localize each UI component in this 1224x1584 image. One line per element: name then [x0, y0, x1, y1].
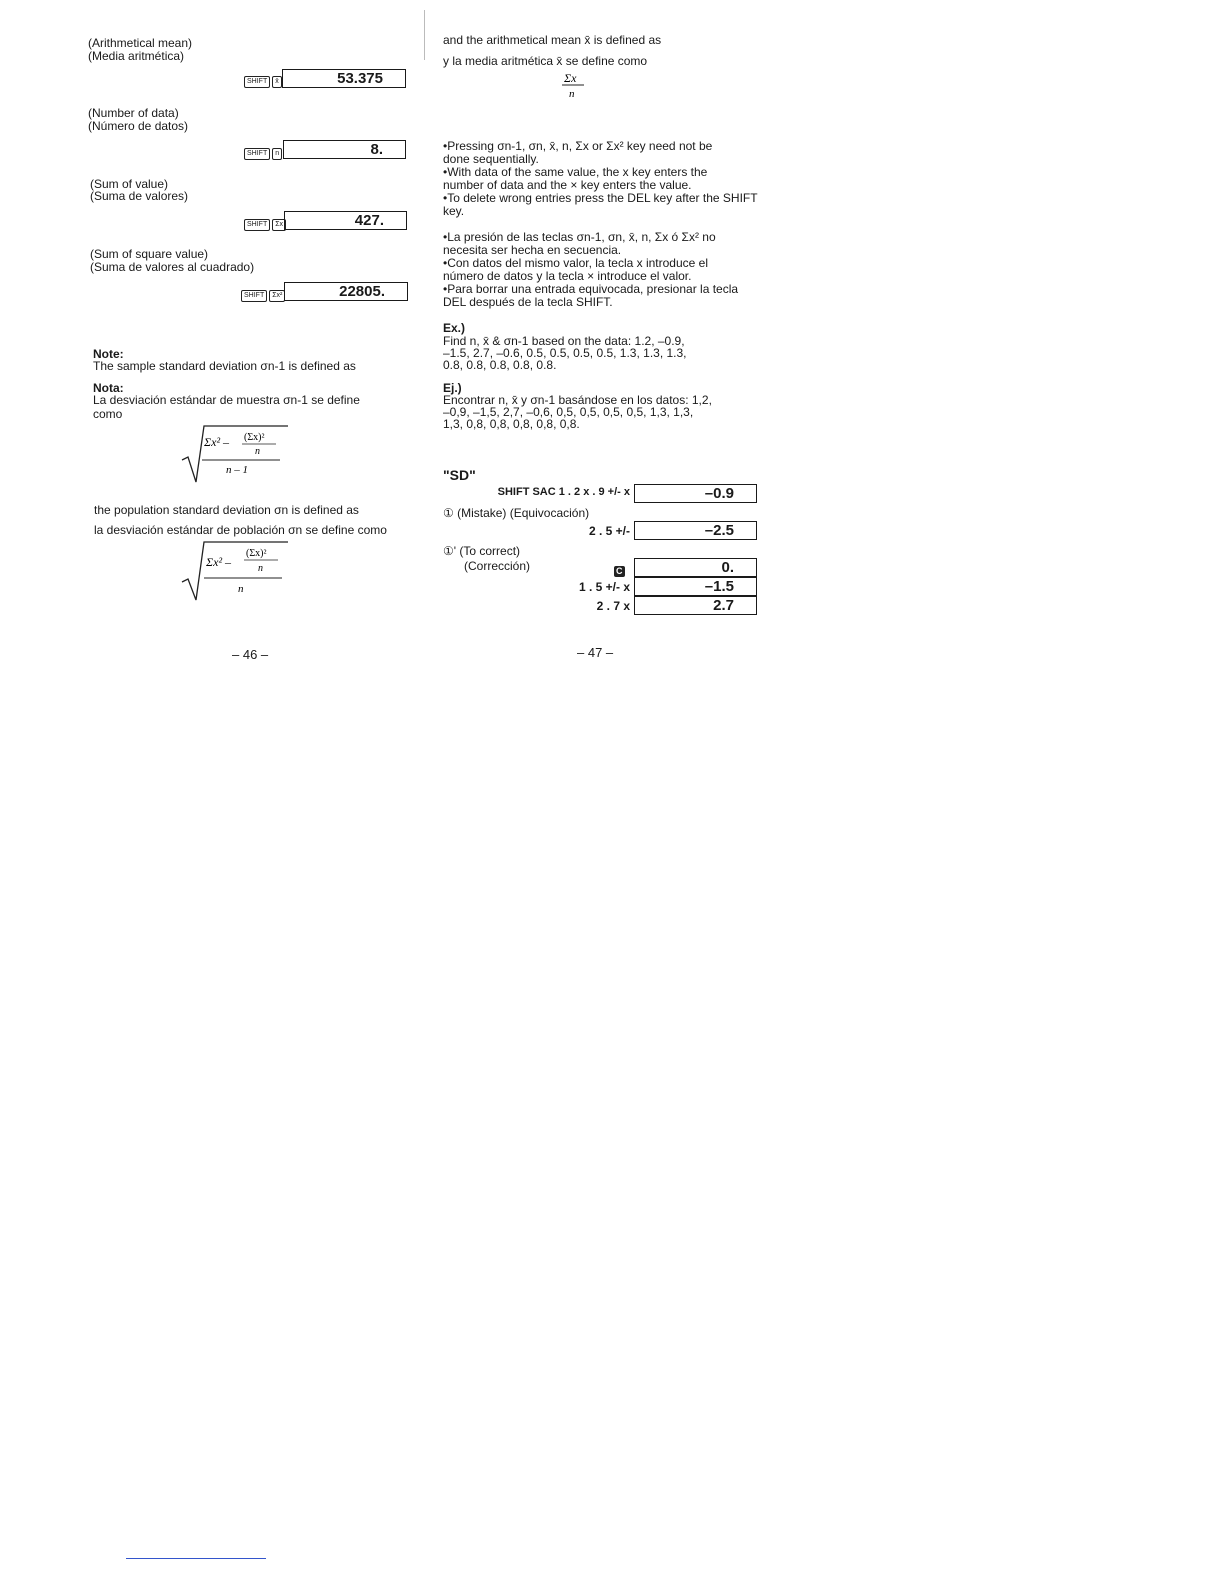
bullet-en-line: •Pressing σn-1, σn, x̄, n, Σx or Σx² key need not be	[443, 139, 713, 153]
result-display-1: –0.9	[634, 484, 757, 503]
correct-label-en: ①' (To correct)	[443, 544, 521, 558]
key-sequence-5: 2 . 7 x	[596, 599, 630, 613]
ej-line: 1,3, 0,8, 0,8, 0,8, 0,8, 0,8.	[443, 417, 580, 431]
bullet-es-line: número de datos y la tecla × introduce el valor.	[443, 269, 692, 283]
n-key: n	[272, 148, 282, 160]
mean-formula	[558, 70, 588, 100]
page-number-46: – 46 –	[232, 647, 269, 662]
sumsq-label-en: (Sum of square value)	[90, 247, 209, 261]
key-sequence-4: 1 . 5 +/- x	[578, 580, 630, 594]
intro-es: y la media aritmética x̄ se define como	[443, 54, 648, 68]
sumsq-key: Σx²	[269, 290, 285, 302]
pop-es: la desviación estándar de población σn se define como	[94, 523, 387, 537]
clear-key-label: C	[616, 566, 623, 577]
nota-line1: La desviación estándar de muestra σn-1 se define	[93, 393, 360, 407]
result-display-5: 2.7	[634, 596, 757, 615]
bullet-en-line: •With data of the same value, the x key enters the	[443, 165, 708, 179]
ej-line: Encontrar n, x̄ y σn-1 basándose en los datos: 1,2,	[443, 393, 712, 407]
mean-label-es: (Media aritmética)	[88, 49, 185, 63]
bullet-en-line: key.	[443, 204, 465, 218]
page-number-47: – 47 –	[577, 645, 614, 660]
count-display: 8.	[283, 140, 406, 159]
sum-keys	[243, 216, 287, 234]
nota-title: Nota:	[93, 381, 124, 395]
key-sequence-1: SHIFT SAC 1 . 2 x . 9 +/- x	[497, 486, 630, 498]
mean-key: x̄	[272, 76, 282, 88]
ej-title: Ej.)	[443, 381, 462, 395]
shift-key: SHIFT	[241, 290, 267, 302]
note-title: Note:	[93, 347, 124, 361]
ex-line: –1.5, 2.7, –0.6, 0.5, 0.5, 0.5, 0.5, 1.3, 1.3, 1.3,	[443, 346, 687, 360]
ej-text	[443, 394, 712, 430]
sumsq-keys	[240, 287, 286, 305]
svg-text:n: n	[255, 446, 260, 457]
bullet-en-line: number of data and the × key enters the value.	[443, 178, 692, 192]
shift-key: SHIFT	[244, 148, 270, 160]
shift-key: SHIFT	[244, 76, 270, 88]
ex-line: Find n, x̄ & σn-1 based on the data: 1.2, –0.9,	[443, 334, 685, 348]
pop-en: the population standard deviation σn is defined as	[94, 503, 359, 517]
sd-mode-label: "SD"	[443, 467, 476, 483]
bullet-es-line: DEL después de la tecla SHIFT.	[443, 295, 613, 309]
nota-line2: como	[93, 407, 123, 421]
mean-keys	[243, 73, 283, 91]
sum-label-es: (Suma de valores)	[90, 189, 189, 203]
result-display-2: –2.5	[634, 521, 757, 540]
sum-label-en: (Sum of value)	[90, 177, 169, 191]
svg-text:(Σx)²: (Σx)²	[244, 432, 265, 443]
result-display-4: –1.5	[634, 577, 757, 596]
bullet-en-line: •To delete wrong entries press the DEL key after the SHIFT	[443, 191, 758, 205]
ex-title: Ex.)	[443, 321, 466, 335]
sumsq-display: 22805.	[284, 282, 408, 301]
svg-text:Σx² –: Σx² –	[204, 435, 230, 449]
gutter-mark	[424, 10, 425, 60]
bullets-es	[443, 231, 738, 309]
bullet-es-line: necesita ser hecha en secuencia.	[443, 243, 622, 257]
bullet-es-line: •Para borrar una entrada equivocada, presionar la tecla	[443, 282, 739, 296]
note-text: The sample standard deviation σn-1 is defined as	[93, 359, 356, 373]
count-label-en: (Number of data)	[88, 106, 179, 120]
ex-text	[443, 335, 687, 371]
mean-label-en: (Arithmetical mean)	[88, 36, 193, 50]
bullets-en	[443, 140, 758, 218]
bullet-es-line: •La presión de las teclas σn-1, σn, x̄, n, Σx ó Σx² no	[443, 230, 716, 244]
svg-text:Σx: Σx	[564, 71, 577, 85]
bullet-es-line: •Con datos del mismo valor, la tecla x introduce el	[443, 256, 708, 270]
key-sequence-2: 2 . 5 +/-	[588, 524, 630, 538]
intro-en: and the arithmetical mean x̄ is defined as	[443, 33, 662, 47]
clear-key	[614, 563, 625, 581]
ex-line: 0.8, 0.8, 0.8, 0.8, 0.8.	[443, 358, 557, 372]
bullet-en-line: done sequentially.	[443, 152, 539, 166]
sumsq-label-es: (Suma de valores al cuadrado)	[90, 260, 255, 274]
mean-display: 53.375	[282, 69, 406, 88]
sample-sd-formula	[180, 424, 290, 484]
svg-text:n: n	[258, 563, 263, 574]
sum-key: Σx	[272, 219, 286, 231]
svg-text:n: n	[569, 88, 575, 100]
svg-text:n: n	[238, 583, 244, 595]
shift-key: SHIFT	[244, 219, 270, 231]
result-display-3: 0.	[634, 558, 757, 577]
correct-label-es: (Corrección)	[464, 559, 531, 573]
count-label-es: (Número de datos)	[88, 119, 189, 133]
svg-text:(Σx)²: (Σx)²	[246, 548, 267, 559]
svg-text:Σx² –: Σx² –	[206, 555, 232, 569]
mistake-label: ① (Mistake) (Equivocación)	[443, 506, 590, 520]
count-keys	[243, 145, 283, 163]
sum-display: 427.	[284, 211, 407, 230]
ej-line: –0,9, –1,5, 2,7, –0,6, 0,5, 0,5, 0,5, 0,5, 1,3, 1,3,	[443, 405, 694, 419]
footnote-rule	[126, 1558, 266, 1559]
population-sd-formula	[180, 540, 290, 602]
svg-text:n – 1: n – 1	[226, 464, 248, 476]
